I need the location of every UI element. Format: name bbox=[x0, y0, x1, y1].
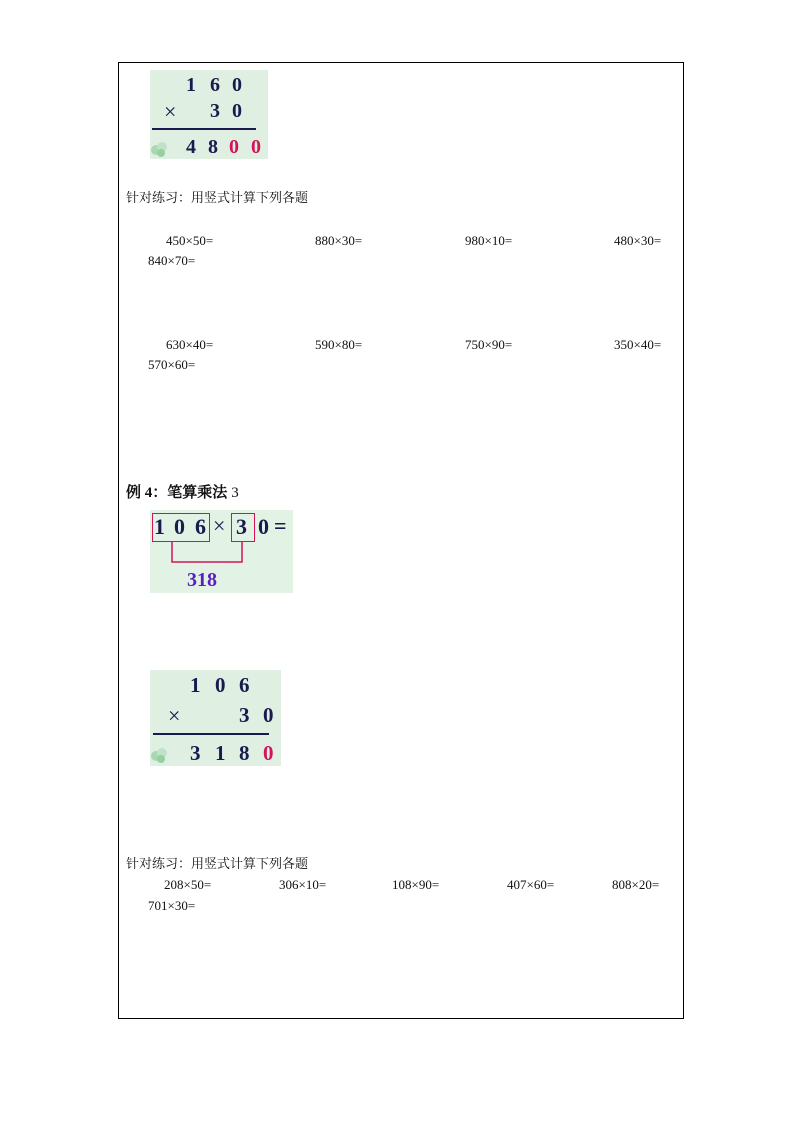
multiply-sign: × bbox=[164, 99, 177, 124]
vertical-multiplication-card-160x30 bbox=[150, 70, 268, 159]
leaf-icon bbox=[150, 138, 170, 158]
digit: 0 bbox=[174, 514, 185, 539]
digit: 3 bbox=[190, 741, 201, 765]
exercise-item: 407×60= bbox=[507, 877, 555, 892]
digit: 6 bbox=[210, 74, 220, 96]
digit: 1 bbox=[154, 514, 165, 539]
digit: 0 bbox=[215, 673, 226, 697]
digit: 1 bbox=[190, 673, 201, 697]
exercise-item: 701×30= bbox=[148, 898, 196, 913]
practice-title: 针对练习：用竖式计算下列各题 bbox=[126, 856, 309, 871]
digit-zero-highlight: 0 bbox=[251, 136, 261, 158]
partial-product: 318 bbox=[187, 569, 217, 591]
digit: 0 bbox=[232, 74, 242, 96]
exercise-item: 750×90= bbox=[465, 337, 513, 352]
exercise-item: 880×30= bbox=[315, 233, 363, 248]
leaf-icon bbox=[150, 744, 170, 764]
digit: 8 bbox=[208, 136, 218, 158]
vertical-multiplication-card-106x30 bbox=[150, 670, 281, 766]
exercise-item: 808×20= bbox=[612, 877, 660, 892]
digit: 3 bbox=[236, 514, 247, 539]
digit: 6 bbox=[239, 673, 250, 697]
digit: 3 bbox=[239, 703, 250, 727]
digit: 3 bbox=[210, 100, 220, 122]
divider-line bbox=[153, 733, 269, 735]
exercise-item: 840×70= bbox=[148, 253, 196, 268]
exercise-item: 208×50= bbox=[164, 877, 212, 892]
digit: 0 bbox=[258, 514, 269, 539]
exercise-item: 570×60= bbox=[148, 357, 196, 372]
practice-title: 针对练习：用竖式计算下列各题 bbox=[126, 190, 309, 205]
multiply-sign: × bbox=[213, 513, 226, 538]
exercise-item: 590×80= bbox=[315, 337, 363, 352]
digit-zero-highlight: 0 bbox=[229, 136, 239, 158]
exercise-item: 980×10= bbox=[465, 233, 513, 248]
example-heading bbox=[126, 481, 239, 502]
exercise-item: 630×40= bbox=[166, 337, 214, 352]
exercise-item: 480×30= bbox=[614, 233, 662, 248]
digit: 0 bbox=[232, 100, 242, 122]
example-heading-number: 3 bbox=[231, 485, 239, 501]
digit: 0 bbox=[263, 703, 274, 727]
bracket-connector bbox=[150, 510, 293, 570]
divider-line bbox=[152, 128, 256, 130]
example-heading-label: 例 4：笔算乘法 bbox=[126, 485, 228, 501]
digit: 4 bbox=[186, 136, 196, 158]
digit: 1 bbox=[186, 74, 196, 96]
digit: 8 bbox=[239, 741, 250, 765]
exercise-item: 450×50= bbox=[166, 233, 214, 248]
equals-sign: = bbox=[274, 513, 287, 538]
exercise-item: 108×90= bbox=[392, 877, 440, 892]
digit-zero-highlight: 0 bbox=[263, 741, 274, 765]
exercise-item: 350×40= bbox=[614, 337, 662, 352]
digit: 1 bbox=[215, 741, 226, 765]
exercise-item: 306×10= bbox=[279, 877, 327, 892]
multiply-sign: × bbox=[168, 703, 181, 728]
horizontal-multiplication-card bbox=[150, 510, 293, 593]
digit: 6 bbox=[195, 514, 206, 539]
